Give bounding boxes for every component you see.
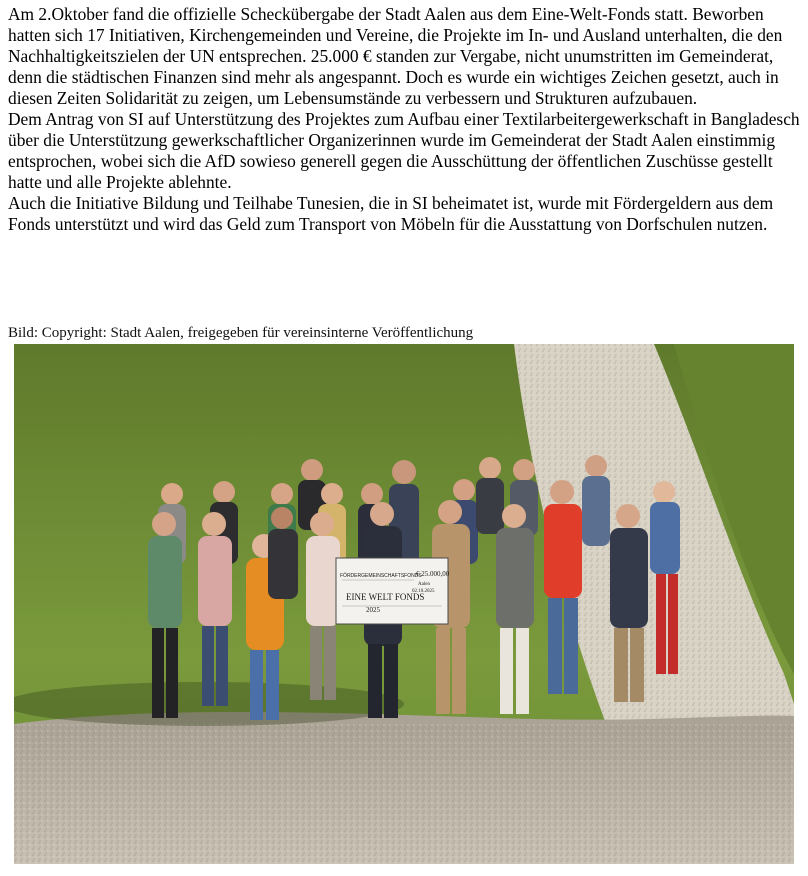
- cheque-date: 02.10.2025: [412, 589, 435, 594]
- group-photo: [14, 344, 794, 864]
- cheque-place: Aalen: [418, 582, 430, 587]
- cheque-amount: € 25.000,00: [416, 570, 450, 578]
- photo-caption: Bild: Copyright: Stadt Aalen, freigegeben für vereinsinterne Veröffentlichung: [8, 325, 474, 341]
- cheque-memo-year: 2025: [366, 606, 380, 614]
- cheque-payee: FÖRDERGEMEINSCHAFTSFONDS: [340, 573, 422, 579]
- cheque: [336, 558, 450, 624]
- paragraph-3: Auch die Initiative Bildung und Teilhabe Tunesien, die in SI beheimatet ist, wurde mit Fördergeldern aus dem Fonds unterstützt und wird das Geld zum Transport von Möbeln für die Ausstattung von Dorfschulen nutzen.: [8, 193, 774, 234]
- article-text: [8, 4, 800, 235]
- paragraph-1: Am 2.Oktober fand die offizielle Scheckübergabe der Stadt Aalen aus dem Eine-Welt-Fonds statt. Beworben hatten sich 17 Initiativen, Kirchengemeinden und Vereine, die Projekte im In- und Ausland unterhalten, die den Nachhaltigkeitszielen der UN entsprechen. 25.000 € standen zur Vergabe, nicht unumstritten im Gemeinderat, denn die städtischen Finanzen sind mehr als angespannt. Doch es wurde ein wichtiges Zeichen gesetzt, auch in diesen Zeiten Solidarität zu zeigen, um Lebensumstände zu verbessern und Strukturen aufzubauen.: [8, 4, 783, 108]
- paragraph-2: Dem Antrag von SI auf Unterstützung des Projektes zum Aufbau einer Textilarbeitergewerkschaft in Bangladesch über die Unterstützung gewerkschaftlicher Organizerinnen wurde im Gemeinderat der Stadt Aalen einstimmig entsprochen, wobei sich die AfD sowieso generell gegen die Ausschüttung der öffentlichen Zuschüsse gestellt hatte und alle Projekte ablehnte.: [8, 109, 800, 192]
- cheque-memo: EINE WELT FONDS: [346, 592, 425, 602]
